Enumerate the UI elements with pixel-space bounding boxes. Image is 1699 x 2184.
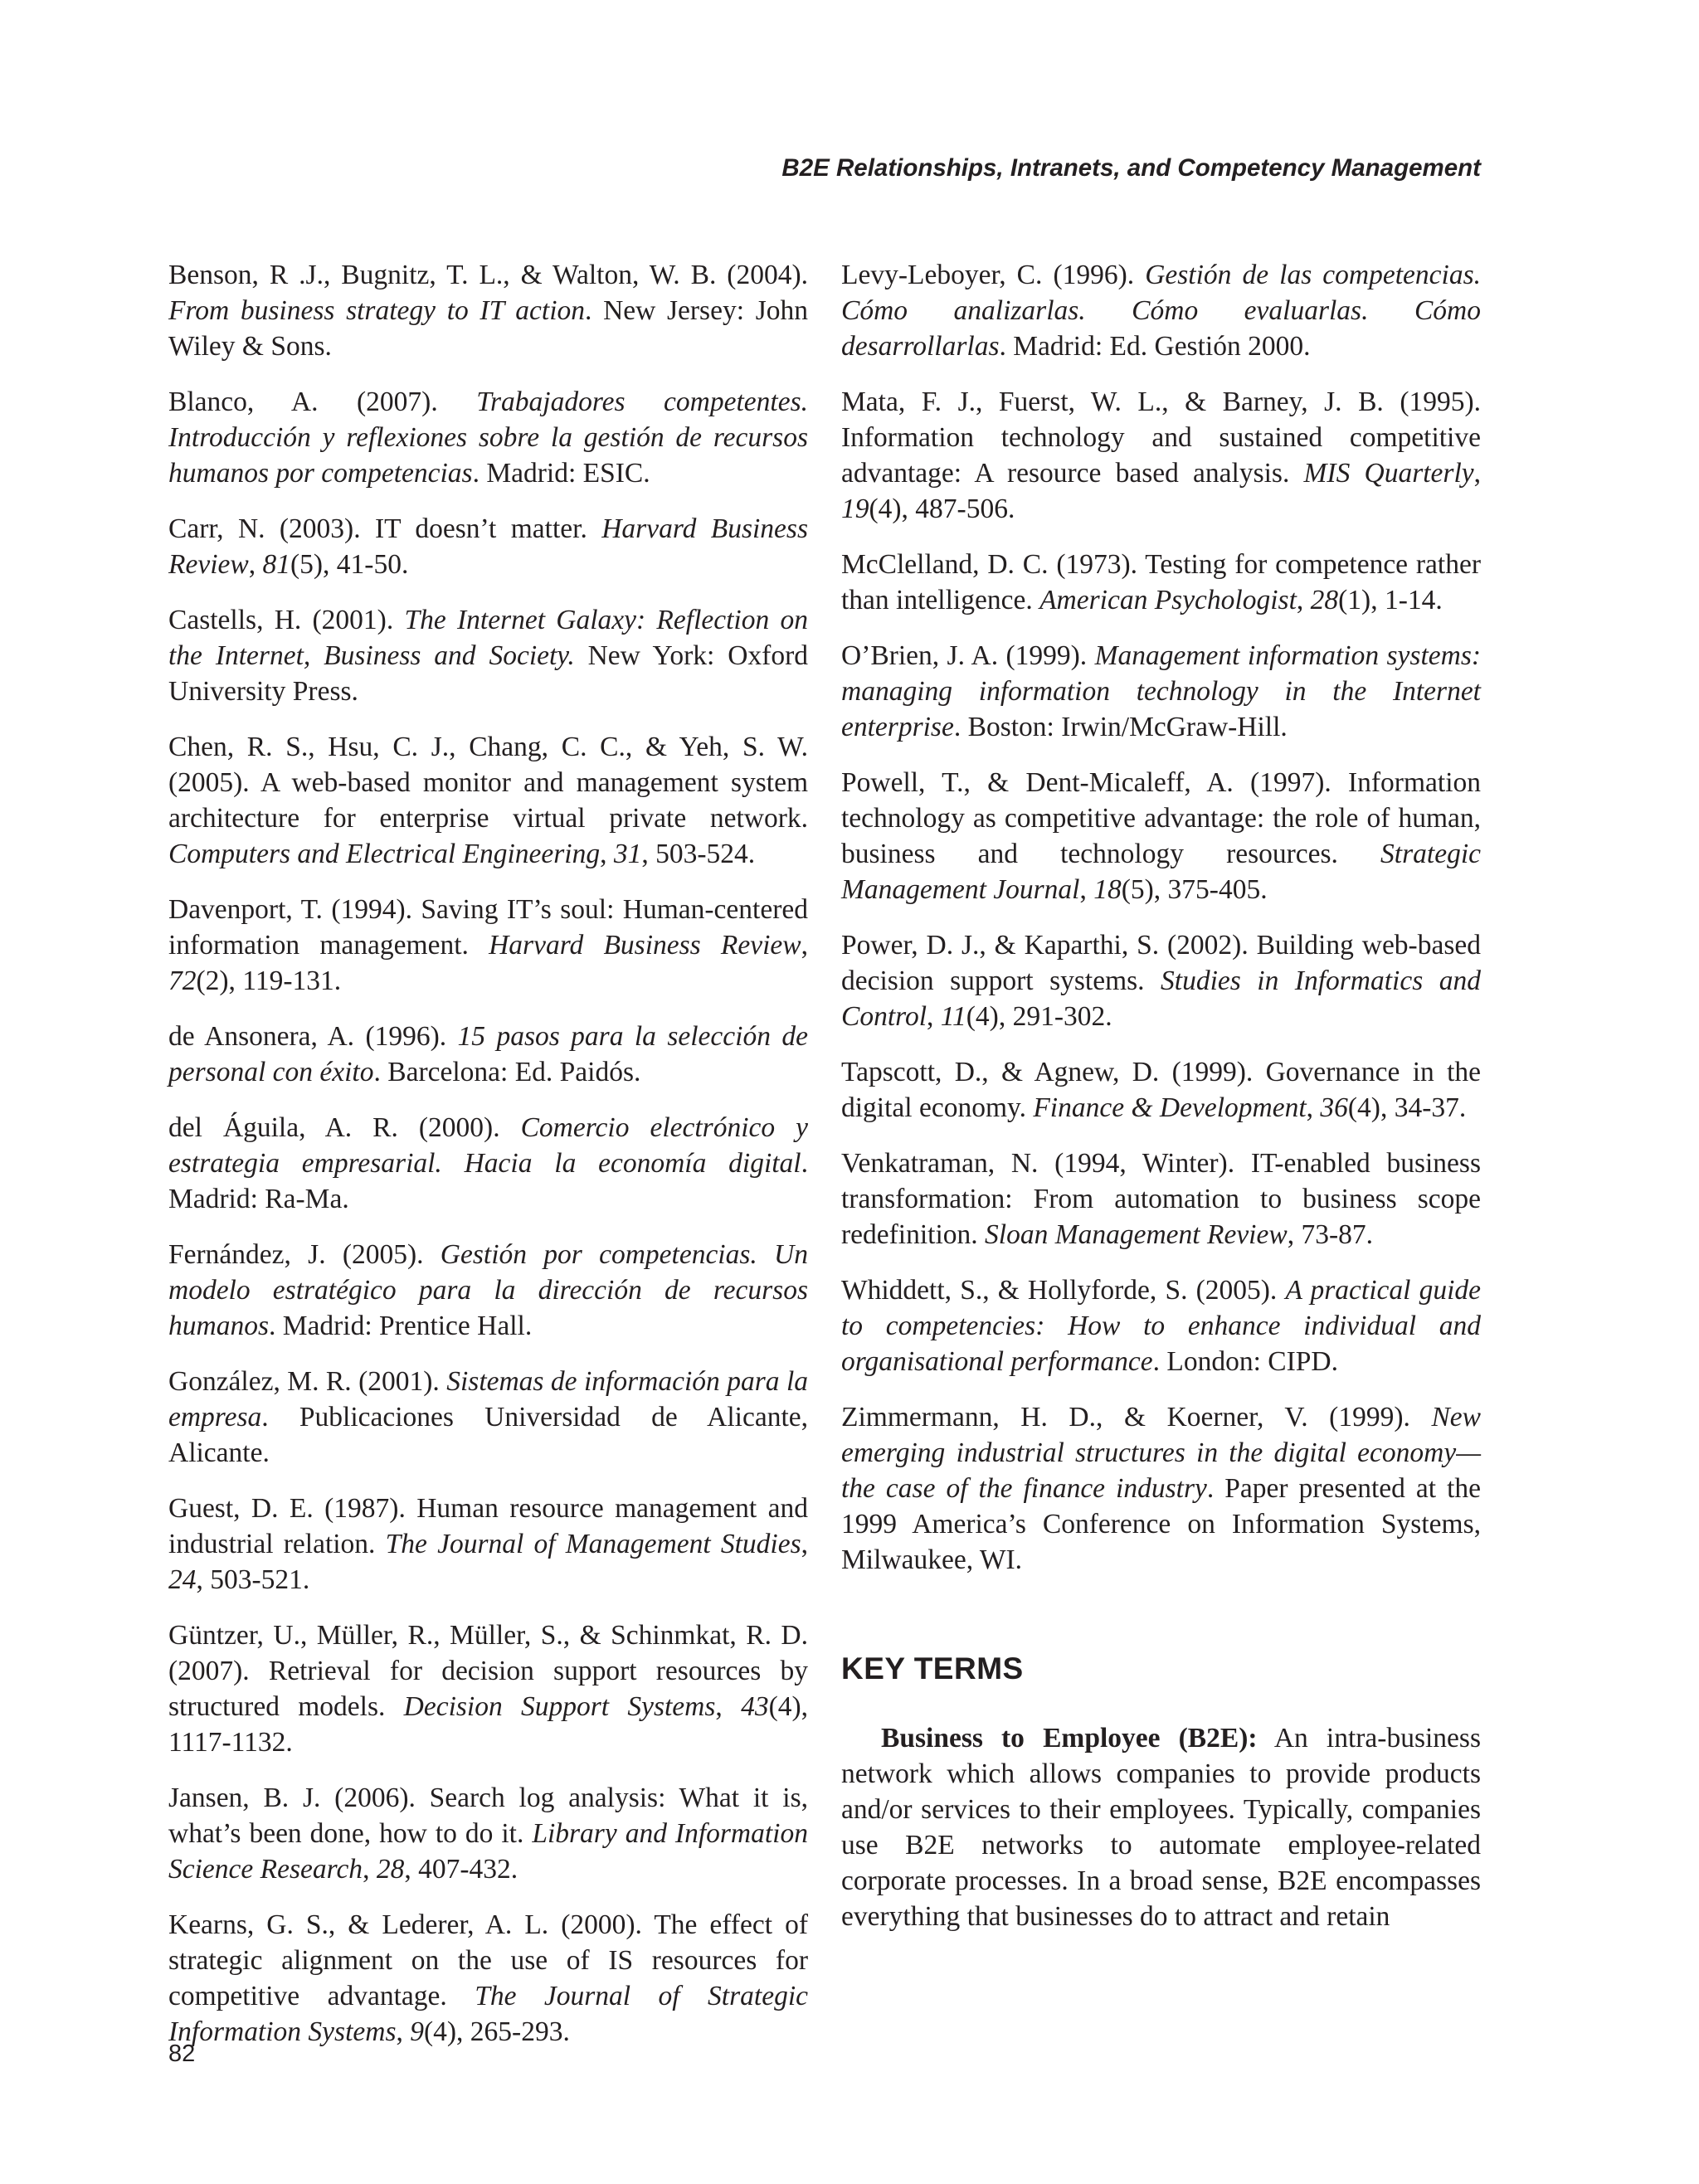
reference-italic-text: Strategic Management Journal [841, 839, 1481, 905]
reference-text: , [1473, 458, 1481, 489]
reference-italic-text: New emerging industrial structures in the digital economy—the case of the finance industry [841, 1402, 1481, 1504]
reference-entry [168, 1907, 808, 2050]
reference-text: Jansen, B. J. (2006). Search log analysis: What it is, what’s been done, how to do it. [168, 1783, 808, 1849]
reference-italic-text: Computers and Electrical Engineering [168, 839, 601, 869]
reference-text: , 407-432. [404, 1854, 518, 1885]
reference-text: Blanco, A. (2007). [168, 387, 477, 417]
reference-text: Tapscott, D., & Agnew, D. (1999). Governance in the digital economy. [841, 1057, 1481, 1123]
reference-entry [841, 1054, 1481, 1126]
reference-text: Castells, H. (2001). [168, 605, 405, 635]
reference-italic-text: American Psychologist [1039, 585, 1297, 615]
reference-text: . Boston: Irwin/McGraw-Hill. [953, 712, 1288, 742]
reference-text: . Madrid: ESIC. [472, 458, 650, 489]
reference-italic-text: 43 [741, 1691, 769, 1722]
reference-italic-text: Comercio electrónico y estrategia empresarial. Hacia la economía digital [168, 1112, 808, 1179]
reference-text: del Águila, A. R. (2000). [168, 1112, 521, 1143]
key-term-entry [841, 1720, 1481, 1934]
reference-italic-text: 9 [410, 2016, 424, 2047]
reference-text: , [801, 1529, 809, 1559]
reference-text: . Madrid: Ed. Gestión 2000. [999, 331, 1311, 362]
key-term-label: Business to Employee (B2E): [881, 1723, 1258, 1754]
reference-entry [168, 1110, 808, 1217]
reference-text: . Publicaciones Universidad de Alicante, Alicante. [168, 1402, 808, 1468]
reference-italic-text: 15 pasos para la selección de personal con éxito [168, 1021, 808, 1087]
reference-text: Levy-Leboyer, C. (1996). [841, 260, 1146, 290]
reference-text: . London: CIPD. [1152, 1346, 1338, 1377]
reference-entry [168, 1019, 808, 1090]
reference-text: González, M. R. (2001). [168, 1366, 447, 1397]
reference-italic-text: A practical guide to competencies: How to enhance individual and organisational performance [841, 1275, 1482, 1377]
reference-italic-text: 31 [613, 839, 642, 869]
reference-text: , [1079, 874, 1094, 905]
reference-text: , [1296, 585, 1311, 615]
reference-entry [168, 1237, 808, 1344]
reference-italic-text: Sistemas de información para la empresa [168, 1366, 808, 1432]
reference-text: Zimmermann, H. D., & Koerner, V. (1999). [841, 1402, 1432, 1432]
reference-entry [841, 927, 1481, 1034]
reference-entry [841, 1272, 1481, 1379]
reference-italic-text: 72 [168, 966, 197, 996]
reference-text: Guest, D. E. (1987). Human resource management and industrial relation. [168, 1493, 808, 1559]
reference-text: . Madrid: Ra-Ma. [168, 1148, 808, 1214]
reference-italic-text: 18 [1093, 874, 1122, 905]
reference-italic-text: Gestión de las competencias. Cómo analizarlas. Cómo evaluarlas. Cómo desarrollarlas [841, 260, 1481, 362]
reference-italic-text: The Journal of Strategic Information Systems [168, 1981, 809, 2047]
reference-entry [168, 1364, 808, 1471]
reference-entry [168, 257, 808, 364]
reference-italic-text: 19 [841, 494, 869, 524]
reference-entry [168, 1617, 808, 1760]
page-number: 82 [168, 2041, 196, 2067]
reference-entry [168, 511, 808, 582]
reference-entry [168, 892, 808, 999]
references-right-column [841, 257, 1481, 1934]
reference-entry [168, 1780, 808, 1887]
reference-text: , [248, 549, 263, 580]
references-left-column [168, 257, 808, 2070]
reference-italic-text: MIS Quarterly [1303, 458, 1474, 489]
reference-entry [168, 384, 808, 491]
reference-text: Carr, N. (2003). IT doesn’t matter. [168, 513, 602, 544]
reference-text: (2), 119-131. [196, 966, 342, 996]
reference-italic-text: 11 [940, 1001, 966, 1032]
reference-italic-text: 36 [1320, 1092, 1348, 1123]
reference-italic-text: The Internet Galaxy: Reflection on the Internet, Business and Society. [168, 605, 808, 671]
reference-text: O’Brien, J. A. (1999). [841, 640, 1095, 671]
reference-italic-text: Library and Information Science Research [168, 1818, 808, 1885]
reference-italic-text: Trabajadores competentes. Introducción y reflexiones sobre la gestión de recursos humanos por competencias [168, 387, 809, 489]
reference-text: (5), 375-405. [1121, 874, 1268, 905]
reference-text: , [715, 1691, 742, 1722]
reference-italic-text: Gestión por competencias. Un modelo estratégico para la dirección de recursos humanos [168, 1239, 808, 1341]
reference-italic-text: 28 [1310, 585, 1339, 615]
running-header: B2E Relationships, Intranets, and Competency Management [781, 154, 1481, 182]
reference-italic-text: Harvard Business Review [489, 930, 801, 961]
reference-text: . Barcelona: Ed. Paidós. [373, 1057, 641, 1087]
reference-italic-text: 81 [262, 549, 290, 580]
reference-text: Güntzer, U., Müller, R., Müller, S., & Schinmkat, R. D. (2007). Retrieval for decision support resources by structured models. [168, 1620, 808, 1722]
reference-text: Davenport, T. (1994). Saving IT’s soul: Human-centered information management. [168, 894, 808, 961]
reference-entry [841, 765, 1481, 907]
reference-entry [841, 1399, 1481, 1578]
reference-text: , [801, 930, 808, 961]
reference-text: Benson, R .J., Bugnitz, T. L., & Walton, W. B. (2004). [168, 260, 808, 290]
reference-text: . Paper presented at the 1999 America’s Conference on Information Systems, Milwaukee, WI. [841, 1473, 1481, 1575]
reference-italic-text: Studies in Informatics and Control [841, 966, 1481, 1032]
reference-text: (4), 1117-1132. [168, 1691, 808, 1758]
reference-text: Chen, R. S., Hsu, C. J., Chang, C. C., & Yeh, S. W. (2005). A web-based monitor and management system architecture for enterprise virtual private network. [168, 732, 808, 834]
reference-text: , 73-87. [1287, 1219, 1373, 1250]
reference-text: Whiddett, S., & Hollyforde, S. (2005). [841, 1275, 1286, 1306]
reference-text: Venkatraman, N. (1994, Winter). IT-enabled business transformation: From automation to business scope redefinition. [841, 1148, 1481, 1250]
reference-text: (1), 1-14. [1338, 585, 1443, 615]
reference-entry [841, 384, 1481, 527]
reference-entry [841, 638, 1481, 745]
reference-entry [841, 547, 1481, 618]
reference-italic-text: The Journal of Management Studies [385, 1529, 801, 1559]
reference-italic-text: Finance & Development [1033, 1092, 1307, 1123]
reference-text: , 503-521. [196, 1564, 310, 1595]
reference-text: (5), 41-50. [290, 549, 409, 580]
reference-entry [841, 1146, 1481, 1253]
reference-text: (4), 291-302. [966, 1001, 1112, 1032]
reference-italic-text: Harvard Business Review [168, 513, 808, 580]
reference-italic-text: Decision Support Systems [403, 1691, 716, 1722]
reference-text: Fernández, J. (2005). [168, 1239, 441, 1270]
reference-text: (4), 487-506. [869, 494, 1015, 524]
reference-text: de Ansonera, A. (1996). [168, 1021, 458, 1052]
reference-text: , [396, 2016, 411, 2047]
reference-entry [841, 257, 1481, 364]
reference-entry [168, 602, 808, 709]
reference-text: , [1306, 1092, 1321, 1123]
reference-italic-text: From business strategy to IT action [168, 295, 586, 326]
reference-text: , [600, 839, 614, 869]
reference-text: (4), 265-293. [424, 2016, 570, 2047]
reference-entry [168, 729, 808, 872]
reference-entry [168, 1491, 808, 1598]
reference-italic-text: 24 [168, 1564, 197, 1595]
reference-italic-text: 28 [376, 1854, 405, 1885]
reference-text: , [927, 1001, 941, 1032]
key-terms-heading: KEY TERMS [841, 1651, 1024, 1685]
key-terms-list [841, 1720, 1481, 1934]
reference-text: Power, D. J., & Kaparthi, S. (2002). Building web-based decision support systems. [841, 930, 1481, 996]
reference-italic-text: Management information systems: managing information technology in the Internet enterprise [841, 640, 1482, 742]
key-term-definition: An intra-business network which allows companies to provide products and/or services to their employees. Typically, companies use B2E networks to automate employee-related corporate processes. In a broad sense, B2E encompasses everything that businesses do to attract and retain [841, 1723, 1481, 1932]
reference-text: . New Jersey: John Wiley & Sons. [168, 295, 808, 362]
reference-text: , [363, 1854, 377, 1885]
reference-text: . Madrid: Prentice Hall. [268, 1311, 533, 1341]
reference-text: (4), 34-37. [1347, 1092, 1467, 1123]
reference-text: , 503-524. [641, 839, 756, 869]
reference-text: Kearns, G. S., & Lederer, A. L. (2000). The effect of strategic alignment on the use of IS resources for competitive advantage. [168, 1909, 808, 2011]
reference-text: Powell, T., & Dent-Micaleff, A. (1997). Information technology as competitive advantage: the role of human, business and technology resources. [841, 767, 1481, 869]
reference-text: Mata, F. J., Fuerst, W. L., & Barney, J. B. (1995). Information technology and sustained competitive advantage: A resource based analysis. [841, 387, 1481, 489]
references-right-list [841, 257, 1481, 1578]
reference-text: McClelland, D. C. (1973). Testing for competence rather than intelligence. [841, 549, 1481, 615]
reference-text: New York: Oxford University Press. [168, 640, 808, 707]
reference-italic-text: Sloan Management Review [985, 1219, 1288, 1250]
